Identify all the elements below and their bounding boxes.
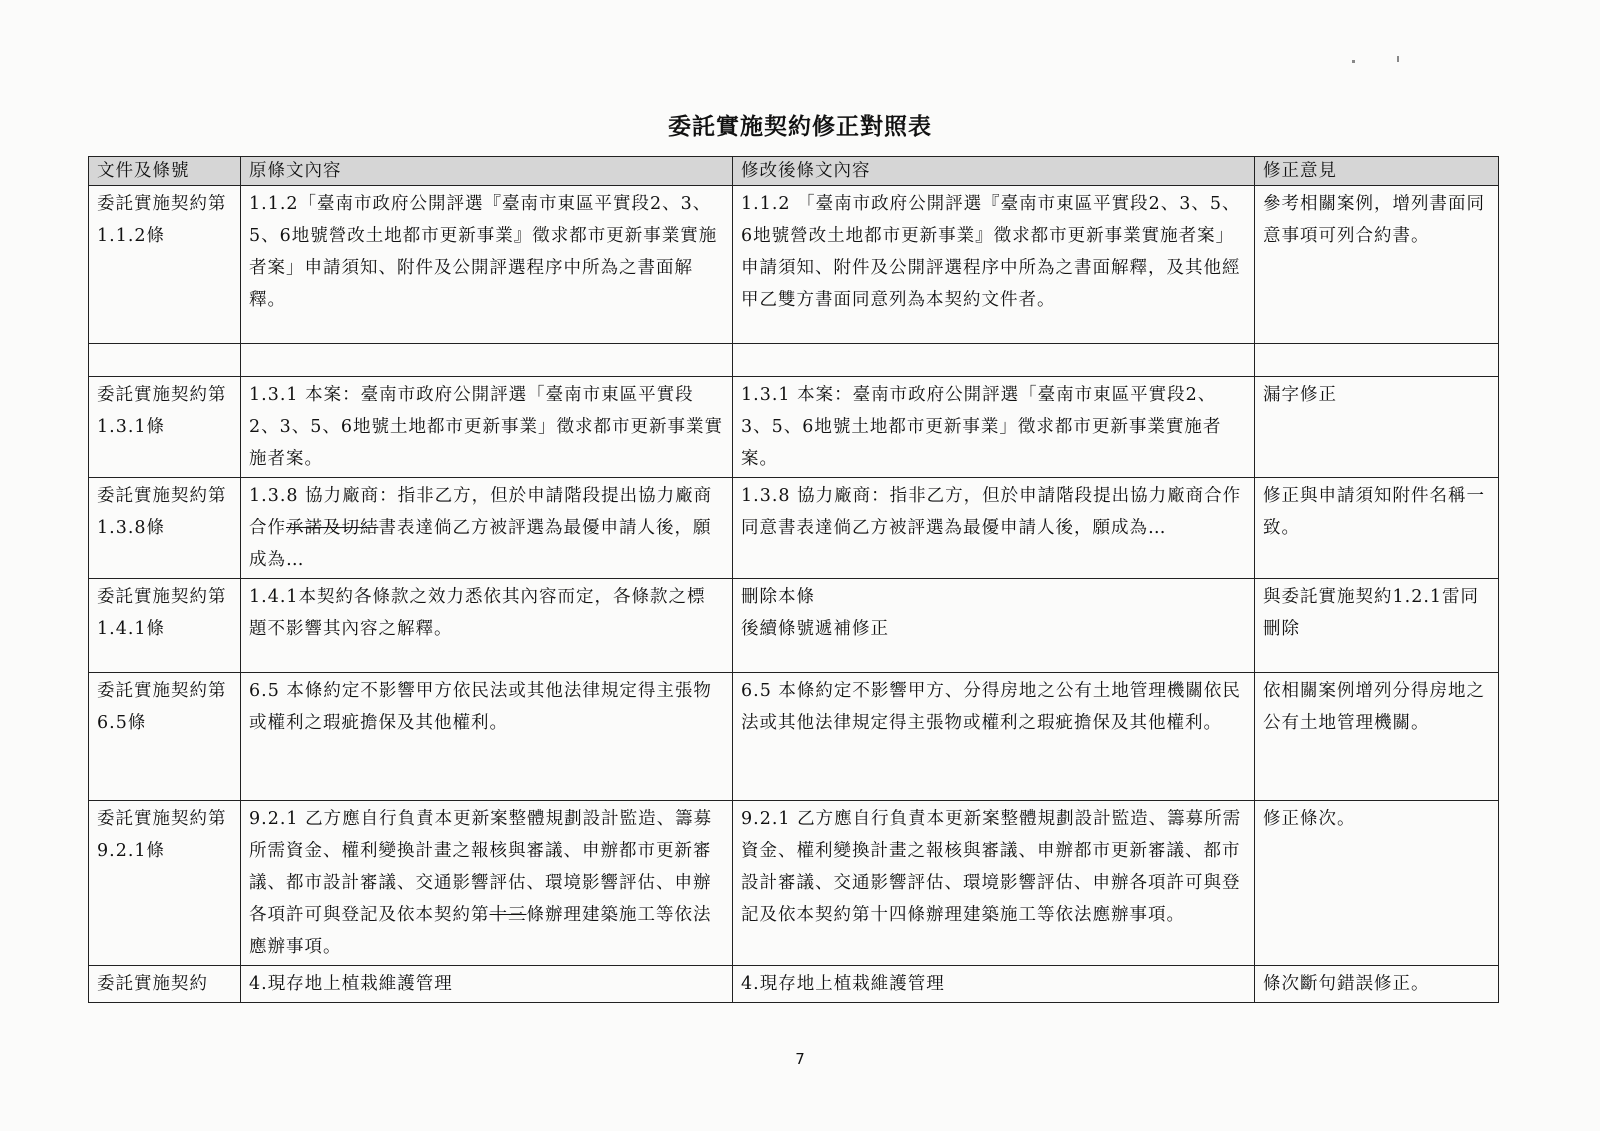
modified-cell: 4.現存地上植栽維護管理	[733, 966, 1255, 1003]
modified-line: 後續條號遞補修正	[741, 619, 889, 639]
blank-cell	[733, 344, 1255, 377]
blank-cell	[89, 344, 241, 377]
table-row	[89, 579, 1499, 673]
struck-text: 十三	[489, 905, 527, 925]
modified-cell: 6.5 本條約定不影響甲方、分得房地之公有土地管理機關依民法或其他法律規定得主張物或權利之瑕疵擔保及其他權利。	[733, 673, 1255, 801]
original-cell: 4.現存地上植栽維護管理	[241, 966, 733, 1003]
table-row	[89, 673, 1499, 801]
table-row	[89, 377, 1499, 478]
original-cell: 1.3.1 本案：臺南市政府公開評選「臺南市東區平實段2、3、5、6地號土地都市更新事業」徵求都市更新事業實施者案。	[241, 377, 733, 478]
note-cell: 條次斷句錯誤修正。	[1255, 966, 1499, 1003]
note-cell: 與委託實施契約1.2.1雷同刪除	[1255, 579, 1499, 673]
modified-cell	[733, 579, 1255, 673]
blank-row	[89, 344, 1499, 377]
table-row	[89, 966, 1499, 1003]
table-header-row	[89, 157, 1499, 186]
document-title: 委託實施契約修正對照表	[668, 114, 932, 140]
clause-cell: 委託實施契約第1.3.8條	[89, 478, 241, 579]
blank-cell	[241, 344, 733, 377]
original-text-after: 條辦理建築施工等依法應辦事項。	[249, 905, 712, 957]
modified-cell: 1.3.1 本案：臺南市政府公開評選「臺南市東區平實段2、3、5、6地號土地都市更新事業」徵求都市更新事業實施者案。	[733, 377, 1255, 478]
header-note: 修正意見	[1255, 157, 1499, 186]
original-text-before: 9.2.1 乙方應自行負責本更新案整體規劃設計監造、籌募所需資金、權利變換計畫之報核與審議、申辦都市更新審議、都市設計審議、交通影響評估、環境影響評估、申辦各項許可與登記及依本契約第	[249, 809, 713, 925]
modified-line: 刪除本條	[741, 587, 815, 607]
header-clause: 文件及條號	[89, 157, 241, 186]
original-text-before: 1.3.8 協力廠商：指非乙方，但於申請階段提出協力廠商合作	[249, 486, 713, 538]
original-cell: 1.4.1本契約各條款之效力悉依其內容而定，各條款之標題不影響其內容之解釋。	[241, 579, 733, 673]
clause-cell: 委託實施契約	[89, 966, 241, 1003]
note-cell: 修正與申請須知附件名稱一致。	[1255, 478, 1499, 579]
clause-cell: 委託實施契約第1.3.1條	[89, 377, 241, 478]
struck-text: 承諾及切結	[286, 518, 379, 538]
modified-cell: 9.2.1 乙方應自行負責本更新案整體規劃設計監造、籌募所需資金、權利變換計畫之報核與審議、申辦都市更新審議、都市設計審議、交通影響評估、環境影響評估、申辦各項許可與登記及依本契約第十四條辦理建築施工等依法應辦事項。	[733, 801, 1255, 966]
note-cell: 修正條次。	[1255, 801, 1499, 966]
clause-cell: 委託實施契約第1.4.1條	[89, 579, 241, 673]
page-number: 7	[795, 1050, 805, 1068]
blank-cell	[1255, 344, 1499, 377]
table-row	[89, 478, 1499, 579]
original-cell: 1.1.2「臺南市政府公開評選『臺南市東區平實段2、3、5、6地號營改土地都市更新事業』徵求都市更新事業實施者案」申請須知、附件及公開評選程序中所為之書面解釋。	[241, 186, 733, 344]
header-original: 原條文內容	[241, 157, 733, 186]
original-cell: 6.5 本條約定不影響甲方依民法或其他法律規定得主張物或權利之瑕疵擔保及其他權利。	[241, 673, 733, 801]
note-cell: 依相關案例增列分得房地之公有土地管理機關。	[1255, 673, 1499, 801]
table-row	[89, 186, 1499, 344]
original-cell	[241, 478, 733, 579]
clause-cell: 委託實施契約第6.5條	[89, 673, 241, 801]
clause-cell: 委託實施契約第1.1.2條	[89, 186, 241, 344]
comparison-table	[88, 156, 1499, 1003]
note-cell: 漏字修正	[1255, 377, 1499, 478]
modified-cell: 1.1.2 「臺南市政府公開評選『臺南市東區平實段2、3、5、6地號營改土地都市更新事業』徵求都市更新事業實施者案」申請須知、附件及公開評選程序中所為之書面解釋，及其他經甲乙雙方書面同意列為本契約文件者。	[733, 186, 1255, 344]
header-modified: 修改後條文內容	[733, 157, 1255, 186]
table-row	[89, 801, 1499, 966]
scan-speck	[1352, 60, 1355, 63]
modified-cell: 1.3.8 協力廠商：指非乙方，但於申請階段提出協力廠商合作同意書表達倘乙方被評選為最優申請人後，願成為…	[733, 478, 1255, 579]
original-text-after: 書表達倘乙方被評選為最優申請人後，願成為…	[249, 518, 712, 570]
original-cell	[241, 801, 733, 966]
note-cell: 參考相關案例，增列書面同意事項可列合約書。	[1255, 186, 1499, 344]
clause-cell: 委託實施契約第9.2.1條	[89, 801, 241, 966]
scan-speck	[1397, 56, 1399, 62]
